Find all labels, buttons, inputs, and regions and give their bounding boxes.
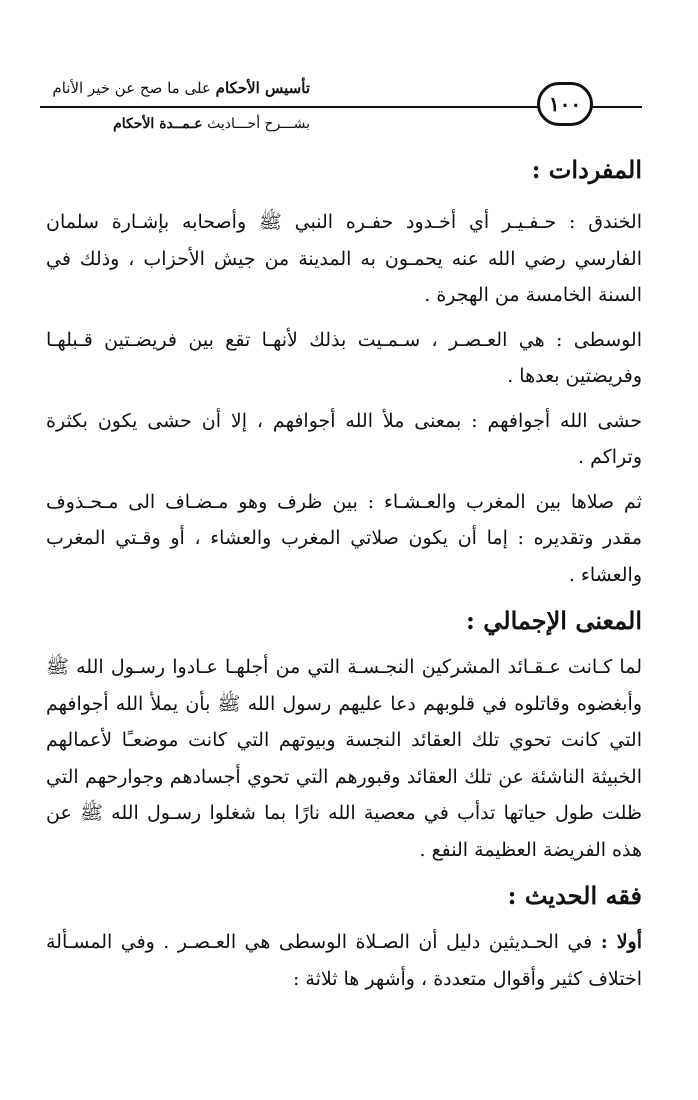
header-rule-left — [40, 106, 320, 108]
spacer — [46, 190, 642, 204]
spacer — [46, 868, 642, 876]
fiqh-text: في الحـديثين دليل أن الصـلاة الوسطى هي العـصـر . وفي المسـألة اختلاف كثير وأقوال متعددة ، وأشهر ها ثلاثة : — [46, 931, 642, 990]
page-number: ١٠٠ — [548, 92, 582, 116]
book-title-rest: على ما صح عن خير الأنام — [52, 79, 216, 97]
mufradat-heading: المفردات : — [531, 155, 642, 184]
book-title-bold: تأسيس الأحكام — [215, 79, 310, 97]
khandaq-definition: الخندق : حـفـيـر أي أخـدود حفـره النبي ﷺ وأصحابه بإشـارة سلمان الفارسي رضي الله عنه يحمـون به المدينة من جيش الأحزاب ، وذلك في السنة الخامسة من الهجرة . — [46, 211, 642, 306]
main-text — [46, 150, 642, 997]
spacer — [46, 476, 642, 484]
wusta-definition: الوسطى : هي العـصـر ، سـمـيت بذلك لأنهـا تقع بين فريضـتين قـبلهـا وفريضتين بعدها . — [46, 328, 642, 387]
subtitle-prefix: بشـــرح أحـــاديث — [202, 116, 310, 132]
fiqh-heading: فقه الحديث : — [507, 881, 642, 910]
fiqh-paragraph — [46, 924, 642, 997]
hasha-definition: حشى الله أجوافهم : بمعنى ملأ الله أجوافهم ، إلا أن حشى يكون بكثرة وتراكم . — [46, 409, 642, 468]
header-rule-middle — [320, 106, 540, 108]
page-number-badge — [537, 82, 593, 126]
running-header-title — [40, 76, 310, 100]
spacer — [46, 314, 642, 322]
running-header-subtitle — [40, 112, 310, 136]
header-rule-right — [592, 106, 642, 108]
spacer — [46, 641, 642, 649]
ijmali-paragraph: لما كـانت عـقـائد المشركين النجـسـة التي من أجلهـا عـادوا رسـول الله ﷺ وأبغضوه وقاتلوه في قلوبهم دعا عليهم رسول الله ﷺ بأن يملأ الله أجوافهم التي كانت تحوي تلك العقائد النجسة وبيوتهم التي كانت موضعـًا لأعمالهم الخبيثة الناشئة عن تلك العقائد وقبورهم التي تحوي أجسادهم وجوارحهم التي ظلت طول حياتها تدأب في معصية الله نارًا بما شغلوا رسـول الله ﷺ عن هذه الفريضة العظيمة النفع . — [46, 656, 642, 861]
spacer — [46, 395, 642, 403]
spacer — [46, 593, 642, 601]
fiqh-lead: أولا : — [600, 931, 643, 953]
ijmali-heading: المعنى الإجمالي : — [466, 606, 642, 635]
subtitle-bold: عـمــدة الأحكام — [113, 116, 203, 132]
thumma-definition: ثم صلاها بين المغرب والعـشـاء : بين ظرف وهو مـضـاف الى مـحـذوف مقدر وتقديره : إما أن يكون صلاتي المغرب والعشاء ، أو وقـتي المغرب والعشاء . — [46, 490, 642, 586]
spacer — [46, 916, 642, 924]
